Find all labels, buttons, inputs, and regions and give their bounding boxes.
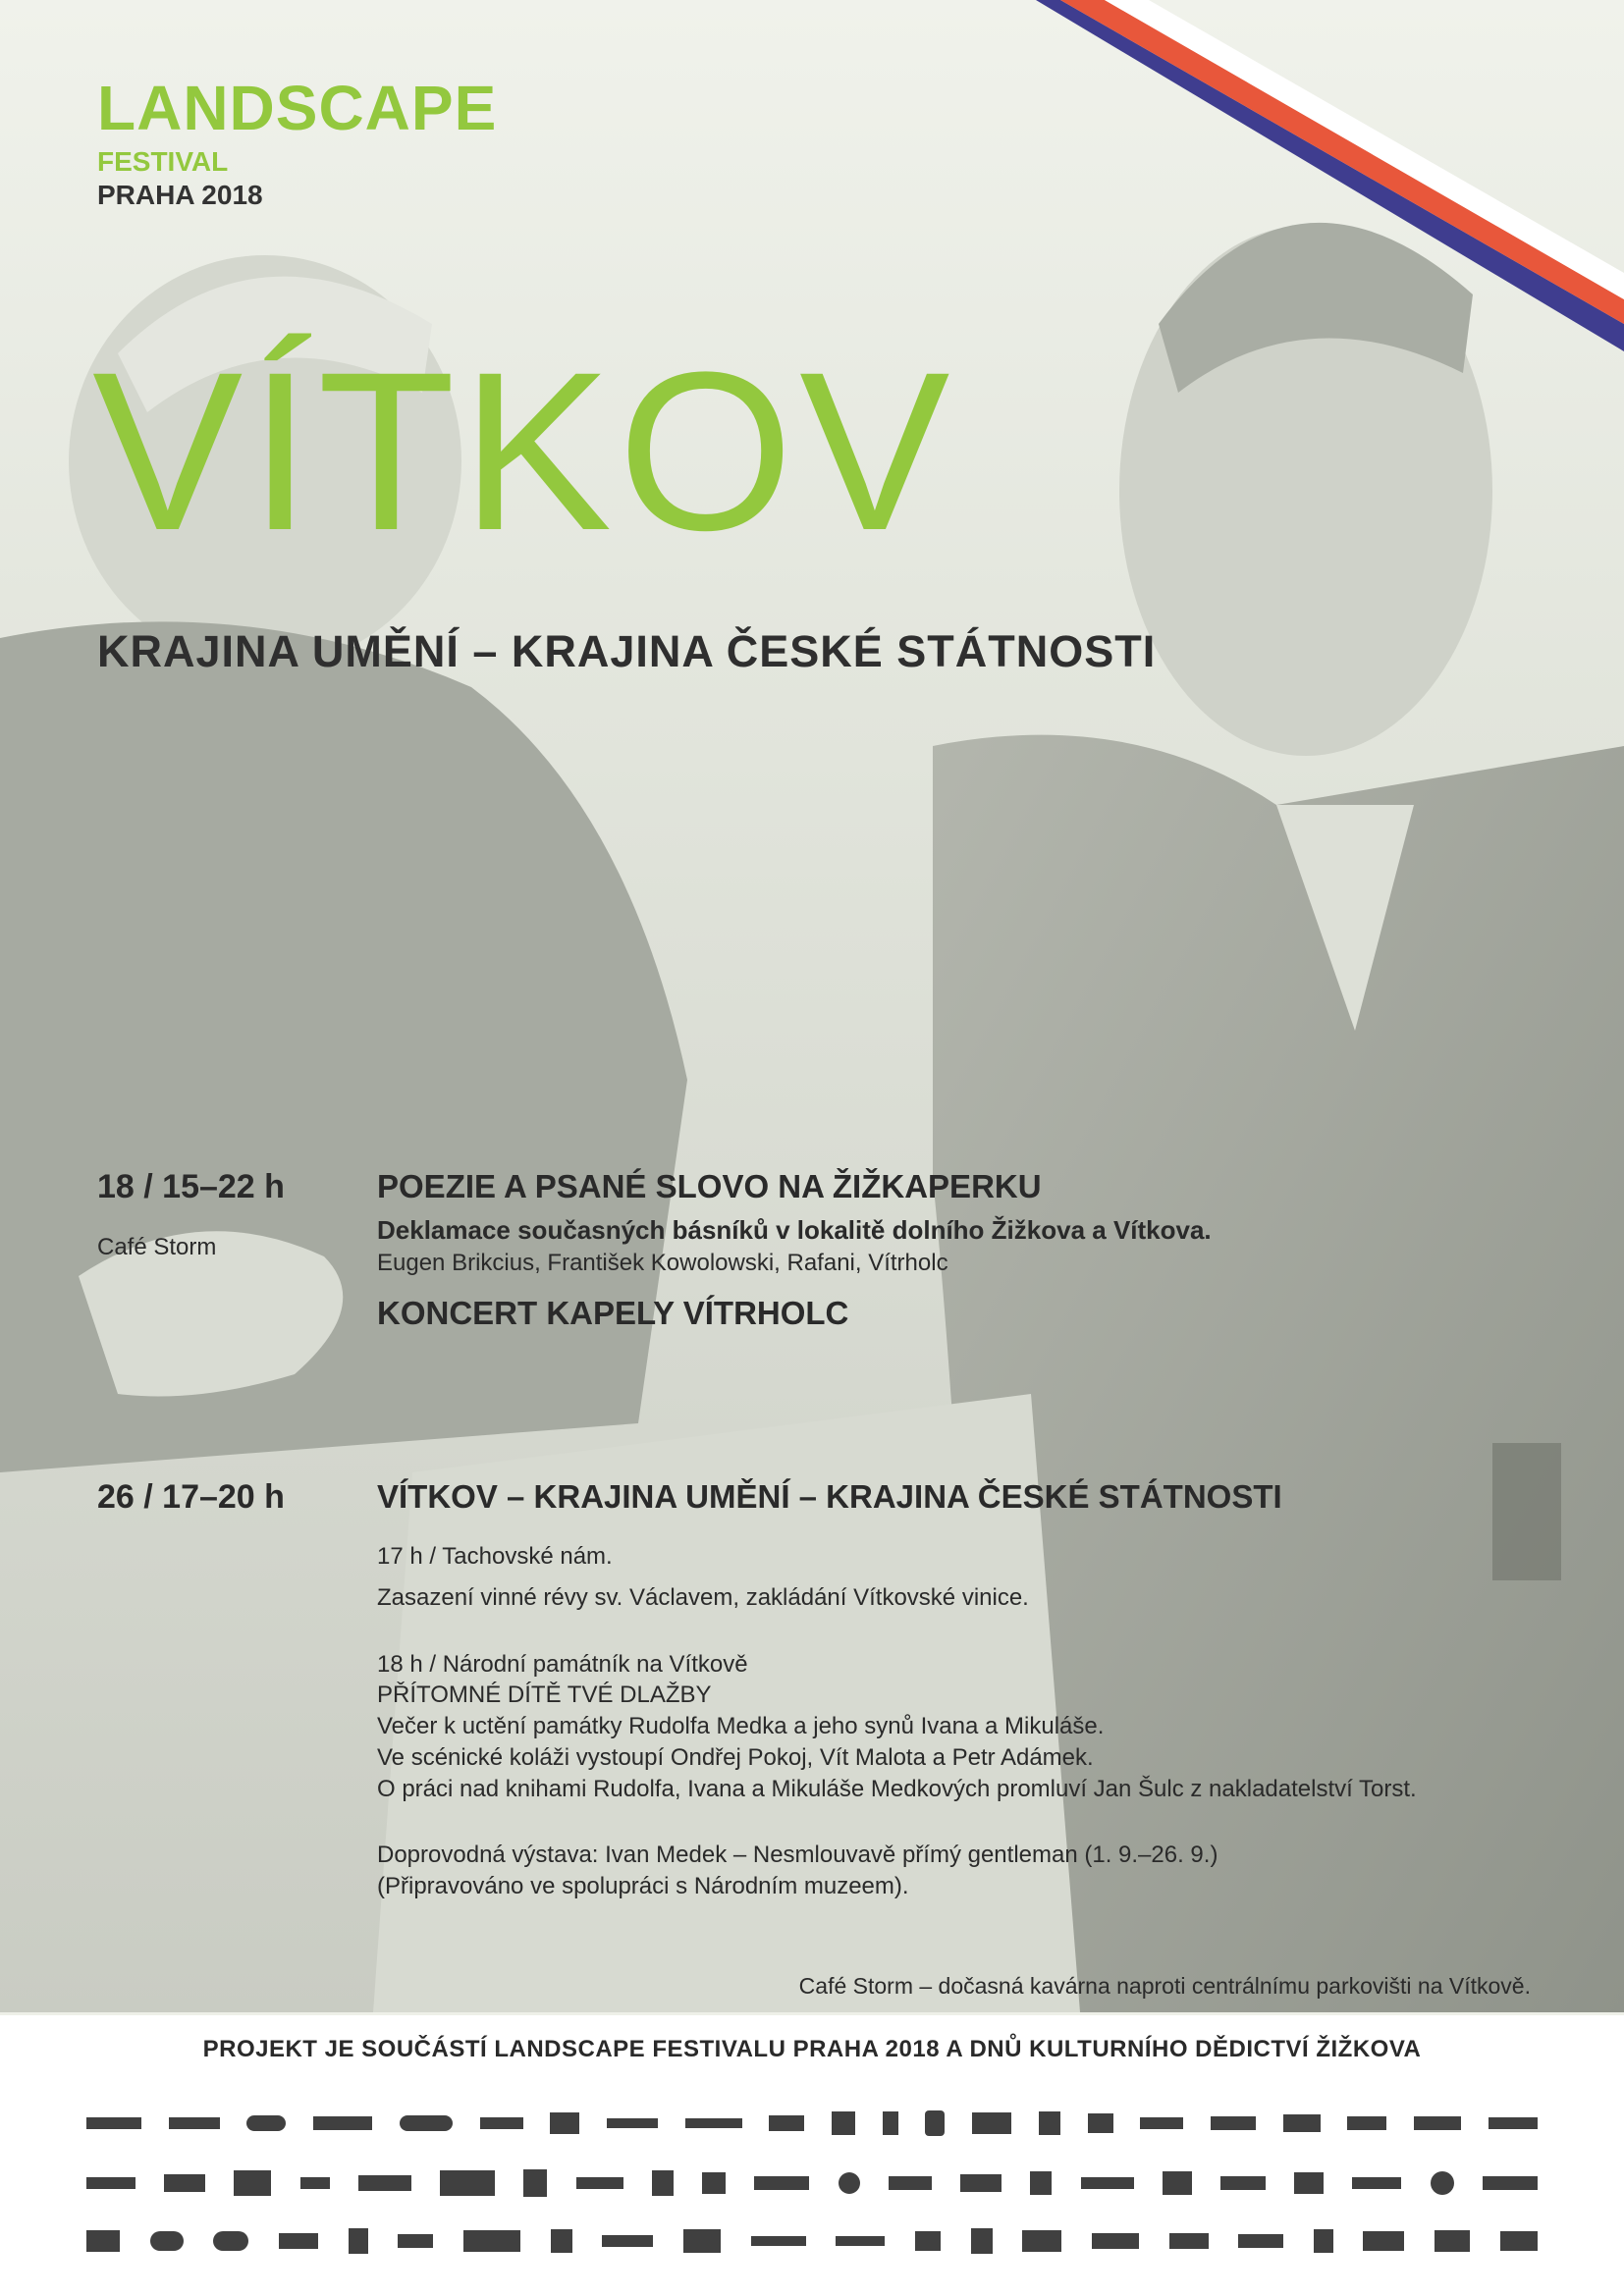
sponsor-logo [463, 2230, 520, 2252]
sponsor-logo [1088, 2113, 1113, 2133]
sponsor-logo [836, 2236, 885, 2246]
sponsor-logo [1081, 2177, 1134, 2189]
subheadline: KRAJINA UMĚNÍ – KRAJINA ČESKÉ STÁTNOSTI [97, 626, 1157, 676]
sponsor-logo [972, 2112, 1011, 2134]
sponsor-logo [960, 2174, 1001, 2192]
program-line: Doprovodná výstava: Ivan Medek – Nesmlouvavě přímý gentleman (1. 9.–26. 9.) [377, 1842, 1218, 1868]
sponsor-logo [523, 2169, 547, 2197]
program-line: O práci nad knihami Rudolfa, Ivana a Mikuláše Medkových promluví Jan Šulc z nakladatelství Torst. [377, 1776, 1417, 1802]
sponsor-logo [769, 2115, 804, 2131]
sponsor-logo [213, 2231, 248, 2251]
event-2-date: 26 / 17–20 h [97, 1478, 285, 1516]
sponsor-logo [702, 2172, 726, 2194]
sponsor-logo [300, 2177, 330, 2189]
logo-festival: FESTIVAL [97, 146, 229, 177]
sponsor-logo [602, 2235, 653, 2247]
sponsor-logo [1431, 2171, 1454, 2195]
sponsor-logo [1163, 2171, 1192, 2195]
sponsor-logo [1435, 2230, 1470, 2252]
stripe-blue [1036, 0, 1624, 351]
sponsor-logo [1363, 2231, 1404, 2251]
sponsor-logo [164, 2174, 205, 2192]
sponsor-logo [1022, 2230, 1061, 2252]
sponsor-logo [1314, 2229, 1333, 2253]
sponsor-logo [839, 2172, 860, 2194]
logo-city-year: PRAHA 2018 [97, 180, 263, 210]
sponsor-logo [313, 2116, 372, 2130]
sponsor-logo [234, 2170, 271, 2196]
cafe-storm-note: Café Storm – dočasná kavárna naproti centrálnímu parkovišti na Vítkově. [798, 1973, 1531, 1999]
footer [0, 2015, 1624, 2296]
sponsor-logo [1347, 2116, 1386, 2130]
sponsor-logo [358, 2175, 411, 2191]
sponsor-logo [1039, 2111, 1060, 2135]
sponsor-logo [925, 2110, 945, 2136]
sponsor-logo [86, 2177, 135, 2189]
program-line: (Připravováno ve spolupráci s Národním muzeem). [377, 1873, 909, 1899]
program-line: Zasazení vinné révy sv. Václavem, zakládání Vítkovské vinice. [377, 1584, 1029, 1611]
program-line: 18 h / Národní památník na Vítkově [377, 1651, 748, 1678]
sponsor-logo [1169, 2233, 1209, 2249]
sponsor-logo [607, 2118, 658, 2128]
stripe-white [1105, 0, 1624, 299]
sponsor-logo [1092, 2233, 1139, 2249]
sponsor-logo [1500, 2231, 1538, 2251]
sponsor-logo [86, 2230, 120, 2252]
logo-name: LANDSCAPE [97, 73, 498, 143]
sponsor-logo [832, 2111, 855, 2135]
program-line: 17 h / Tachovské nám. [377, 1543, 613, 1570]
program-line: PŘÍTOMNÉ DÍTĚ TVÉ DLAŽBY [377, 1682, 712, 1708]
sponsor-logo [440, 2170, 495, 2196]
sponsor-logo [751, 2236, 806, 2246]
sponsor-logo [685, 2118, 742, 2128]
sponsor-logo [150, 2231, 184, 2251]
sponsor-logo [683, 2229, 721, 2253]
sponsor-logo [1211, 2116, 1256, 2130]
sponsor-logo [754, 2176, 809, 2190]
sponsor-logo [1414, 2116, 1461, 2130]
sponsor-logo [550, 2112, 579, 2134]
sponsor-logo [883, 2111, 898, 2135]
event-2-title: VÍTKOV – KRAJINA UMĚNÍ – KRAJINA ČESKÉ STÁTNOSTI [377, 1478, 1282, 1515]
sponsor-logo [576, 2177, 623, 2189]
sponsor-logo [1238, 2234, 1283, 2248]
sponsor-logo [1294, 2172, 1324, 2194]
sponsor-logos-row-1 [86, 2104, 1538, 2143]
sponsor-logo [246, 2115, 286, 2131]
sponsor-logos-row-2 [86, 2163, 1538, 2203]
sponsor-logo [349, 2228, 368, 2254]
event-1-date: 18 / 15–22 h [97, 1168, 285, 1205]
sponsor-logo [1030, 2171, 1052, 2195]
sponsor-logo [480, 2117, 523, 2129]
sponsor-logo [1489, 2117, 1538, 2129]
sponsor-logos-row-3 [86, 2221, 1538, 2261]
event-1-title-2: KONCERT KAPELY VÍTRHOLC [377, 1295, 849, 1331]
program-line: Ve scénické koláži vystoupí Ondřej Pokoj, Vít Malota a Petr Adámek. [377, 1744, 1094, 1771]
program-line: Večer k uctění památky Rudolfa Medka a jeho synů Ivana a Mikuláše. [377, 1713, 1105, 1739]
sponsor-logo [915, 2231, 941, 2251]
sponsor-logo [889, 2176, 932, 2190]
footer-title: PROJEKT JE SOUČÁSTÍ LANDSCAPE FESTIVALU PRAHA 2018 A DNŮ KULTURNÍHO DĚDICTVÍ ŽIŽKOVA [202, 2036, 1422, 2062]
sponsor-logo [169, 2117, 220, 2129]
event-1-performers: Eugen Brikcius, František Kowolowski, Rafani, Vítrholc [377, 1250, 948, 1276]
headline: VÍTKOV [92, 325, 956, 577]
sponsor-logo [86, 2117, 141, 2129]
sponsor-logo [1283, 2114, 1321, 2132]
sponsor-logo [551, 2229, 572, 2253]
sponsor-logo [279, 2233, 318, 2249]
sponsor-logo [652, 2170, 674, 2196]
festival-logo [97, 73, 498, 212]
event-1-title: POEZIE A PSANÉ SLOVO NA ŽIŽKAPERKU [377, 1168, 1042, 1204]
sponsor-logo [1140, 2117, 1183, 2129]
sponsor-logo [1352, 2177, 1401, 2189]
sponsor-logo [971, 2228, 993, 2254]
sponsor-logo [398, 2234, 433, 2248]
event-1-venue: Café Storm [97, 1234, 217, 1260]
sponsor-logo [400, 2115, 453, 2131]
event-1-description: Deklamace současných básníků v lokalitě dolního Žižkova a Vítkova. [377, 1215, 1212, 1245]
sponsor-logo [1483, 2176, 1538, 2190]
sponsor-logo [1220, 2176, 1266, 2190]
